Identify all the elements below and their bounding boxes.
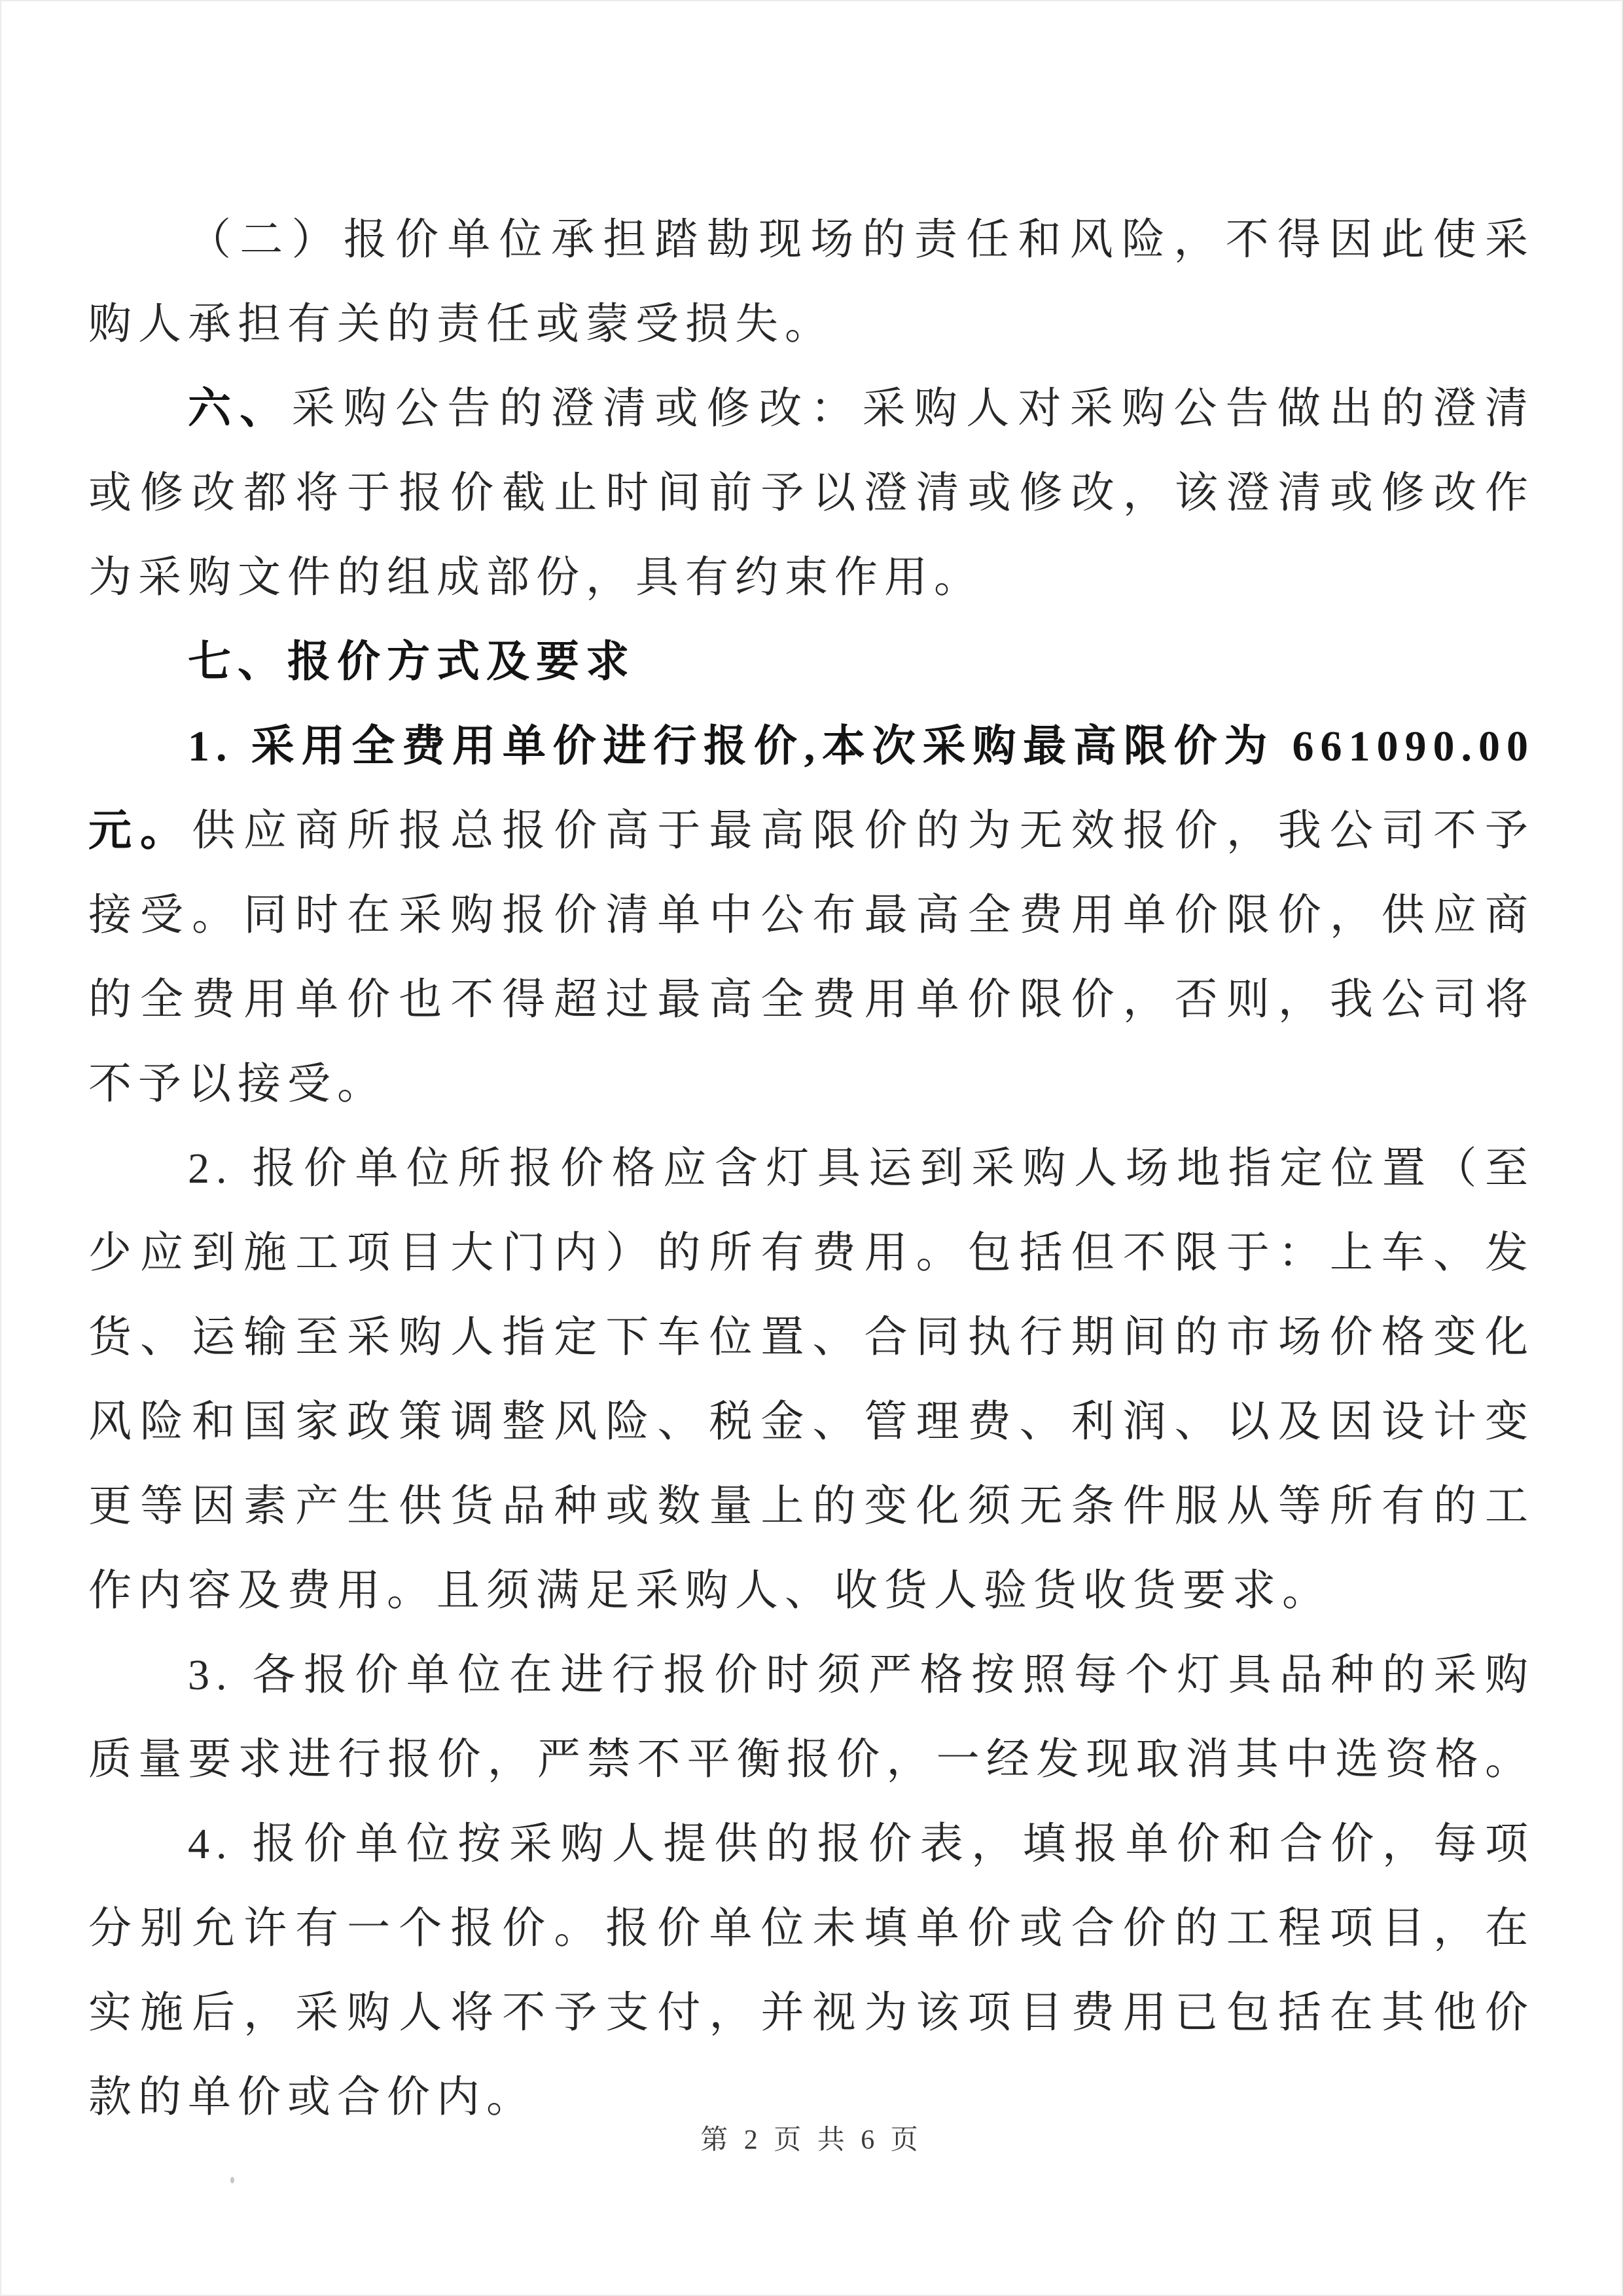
scan-artifact-speck [230,2177,234,2183]
document-body [88,198,1535,2140]
text-line-item-1-body: 元。供应商所报总报价高于最高限价的为无效报价，我公司不予 [88,807,1535,855]
text-line-item-4-body: 实施后，采购人将不予支付，并视为该项目费用已包括在其他价 [88,1989,1535,2037]
text-line-item-1-body: 接受。同时在采购报价清单中公布最高全费用单价限价，供应商 [88,891,1535,939]
text-line-item-2-start: 2. 报价单位所报价格应含灯具运到采购人场地指定位置（至 [188,1145,1535,1193]
text-line-item-4-end: 款的单价或合价内。 [88,2073,536,2121]
section-heading-six-line: 六、采购公告的澄清或修改：采购人对采购公告做出的澄清 [188,385,1535,433]
text-line-item-1-body: 的全费用单价也不得超过最高全费用单价限价，否则，我公司将 [88,976,1535,1024]
text-line-item-2-body: 少应到施工项目大门内）的所有费用。包括但不限于：上车、发 [88,1229,1535,1277]
text-line-item-4-body: 分别允许有一个报价。报价单位未填单价或合价的工程项目，在 [88,1905,1535,1952]
text-line-item-4-start: 4. 报价单位按采购人提供的报价表，填报单价和合价，每项 [188,1820,1535,1868]
text-line-item-2-body: 货、运输至采购人指定下车位置、合同执行期间的市场价格变化 [88,1314,1535,1361]
text-line-item-2-body: 风险和国家政策调整风险、税金、管理费、利润、以及因设计变 [88,1398,1535,1446]
text-line-section-six-end: 为采购文件的组成部份，具有约束作用。 [88,554,984,601]
page-number-text: 第 2 页 共 6 页 [700,2125,923,2155]
text-line-item-1-end: 不予以接受。 [88,1060,387,1108]
text-line-item-2-body: 更等因素产生供货品种或数量上的变化须无条件服从等所有的工 [88,1482,1535,1530]
text-line-section-six-body: 或修改都将于报价截止时间前予以澄清或修改，该澄清或修改作 [88,469,1535,517]
text-line-item-2-end: 作内容及费用。且须满足采购人、收货人验货收货要求。 [88,1567,1332,1615]
text-line-item-3-start: 3. 各报价单位在进行报价时须严格按照每个灯具品种的采购 [188,1651,1535,1699]
text-line-clause-2-start: （二）报价单位承担踏勘现场的责任和风险，不得因此使采 [188,216,1535,264]
page-number-footer [0,2118,1623,2157]
text-line-clause-2-end: 购人承担有关的责任或蒙受损失。 [88,300,834,348]
text-line-item-3-end: 质量要求进行报价，严禁不平衡报价，一经发现取消其中选资格。 [88,1736,1535,1784]
text-line-item-1-start: 1. 采用全费用单价进行报价,本次采购最高限价为 661090.00 [188,723,1535,770]
section-heading-seven: 七、报价方式及要求 [188,638,635,686]
